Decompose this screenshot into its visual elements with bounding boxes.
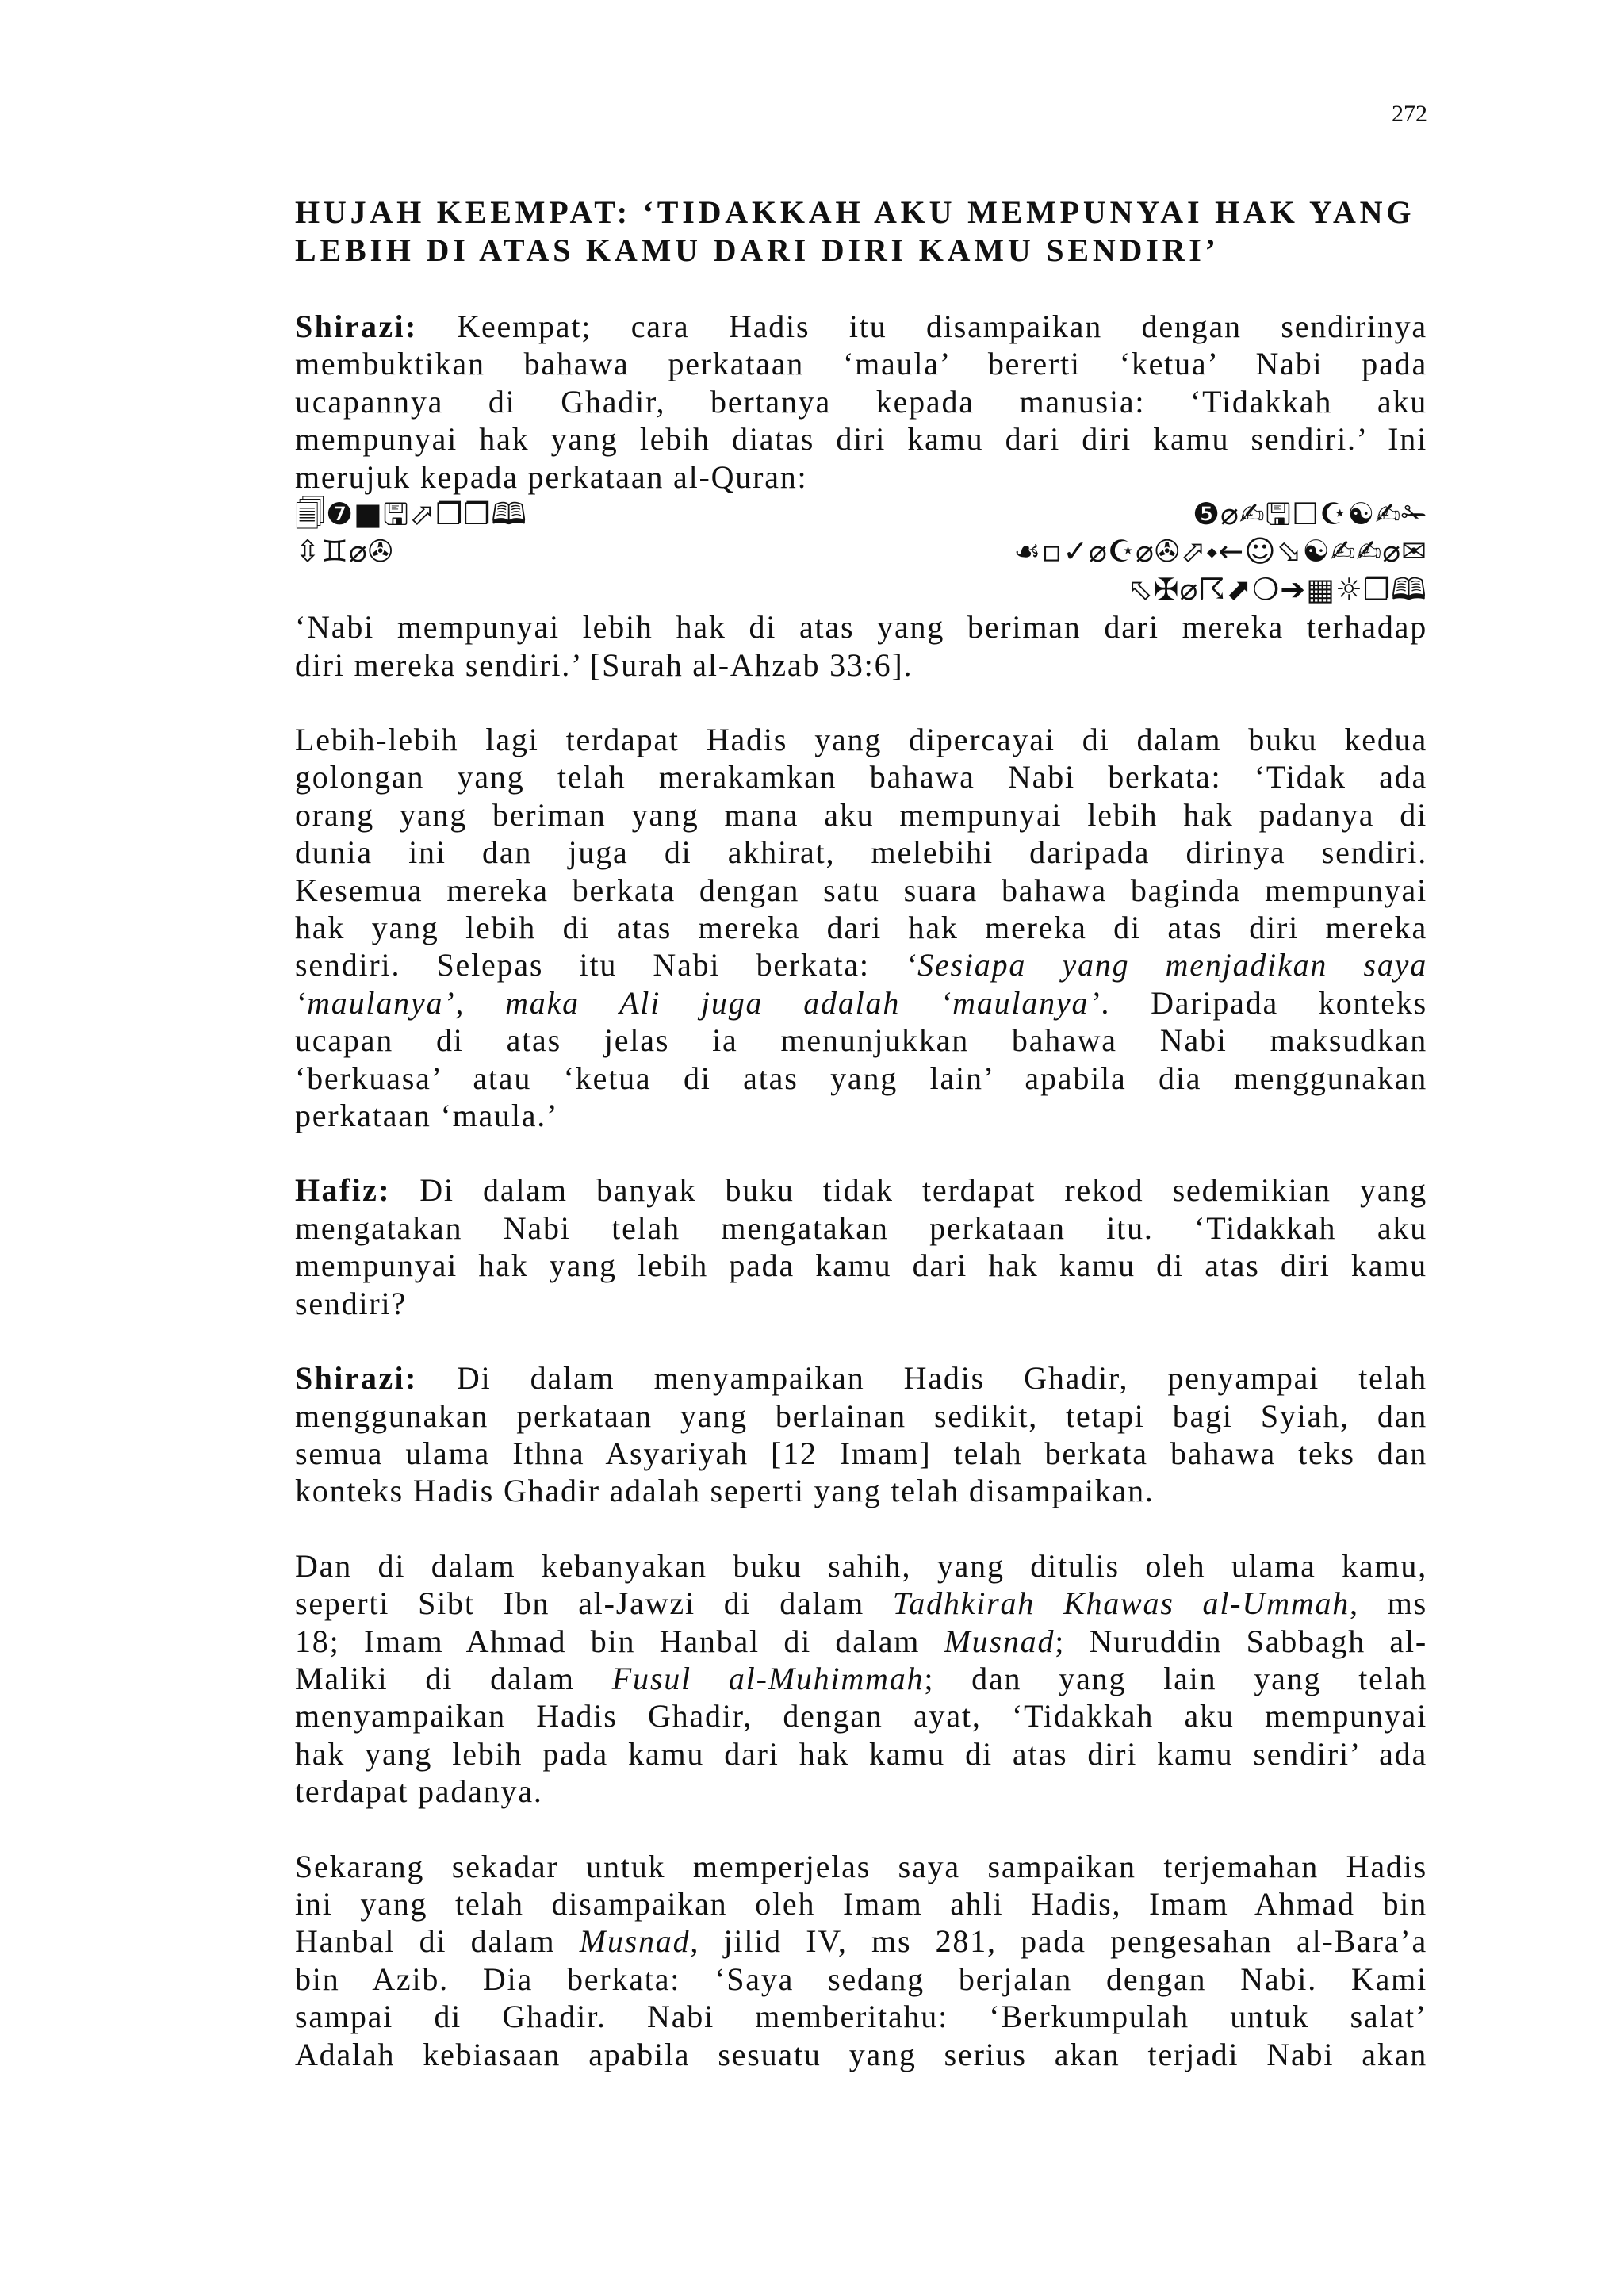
quran-glyphs: ❺⌀✍🖫☐☪☯✍✁ <box>1192 496 1427 532</box>
quran-translation-line: ‘Nabi mempunyai lebih hak di atas yang beriman dari mereka terhadap <box>295 609 1427 646</box>
quran-glyph-line-1 <box>295 496 1427 533</box>
text-line: terdapat padanya. <box>295 1773 543 1810</box>
text-line: menggunakan perkataan yang berlainan sedikit, tetapi bagi Syiah, dan <box>295 1397 1427 1434</box>
speaker-label: Shirazi: <box>295 309 418 344</box>
paragraph-hafiz <box>295 1171 1427 1322</box>
paragraph-musnad <box>295 1848 1427 2073</box>
book-title: Musnad <box>579 1923 691 1960</box>
text-line: mempunyai hak yang lebih pada kamu dari hak kamu di atas diri kamu <box>295 1248 1427 1284</box>
paragraph-sources <box>295 1547 1427 1811</box>
heading-line-1: HUJAH KEEMPAT: ‘TIDAKKAH AKU MEMPUNYAI HAK YANG <box>295 194 1415 230</box>
text-line <box>295 1922 1427 1960</box>
text-line: Sekarang sekadar untuk memperjelas saya sampaikan terjemahan Hadis <box>295 1848 1427 1884</box>
speaker-label: Shirazi: <box>295 1360 418 1397</box>
text-line: semua ulama Ithna Asyariyah [12 Imam] telah berkata bahawa teks dan <box>295 1435 1427 1471</box>
quran-glyphs: 🗐❼■🖫⬀❐❐🕮 <box>295 496 528 532</box>
paragraph-shirazi-2 <box>295 1359 1427 1510</box>
text-line <box>295 1359 1427 1397</box>
text-line: sampai di Ghadir. Nabi memberitahu: ‘Berkumpulah untuk salat’ <box>295 1999 1427 2035</box>
text-line: konteks Hadis Ghadir adalah seperti yang telah disampaikan. <box>295 1473 1155 1509</box>
line-text: Keempat; cara Hadis itu disampaikan dengan sendirinya <box>417 309 1427 344</box>
text-line: dunia ini dan juga di akhirat, melebihi daripada dirinya sendiri. <box>295 834 1427 871</box>
text-line: mempunyai hak yang lebih diatas diri kamu dari diri kamu sendiri.’ Ini <box>295 421 1427 458</box>
text-line: Kesemua mereka berkata dengan satu suara bahawa baginda mempunyai <box>295 872 1427 908</box>
text-line: hak yang lebih pada kamu dari hak kamu di atas diri kamu sendiri’ ada <box>295 1735 1427 1772</box>
line-text: seperti Sibt Ibn al-Jawzi di dalam <box>295 1585 893 1622</box>
paragraph-shirazi-1 <box>295 308 1427 496</box>
text-line <box>295 1171 1427 1209</box>
quran-glyphs: ⇳♊⌀✇ <box>295 534 394 569</box>
page-number: 272 <box>1392 101 1427 127</box>
text-line <box>295 1623 1427 1660</box>
text-line: ini yang telah disampaikan oleh Imam ahli Hadis, Imam Ahmad bin <box>295 1885 1427 1922</box>
line-text: ; Nuruddin Sabbagh al- <box>1055 1623 1427 1659</box>
text-line <box>295 1585 1427 1622</box>
line-text: Maliki di dalam <box>295 1660 612 1696</box>
line-text: . Daripada konteks <box>1101 984 1427 1021</box>
line-text: , jilid IV, ms 281, pada pengesahan al-Bara’a <box>690 1923 1428 1960</box>
section-heading <box>295 194 1427 270</box>
line-text: Hanbal di dalam <box>295 1923 580 1960</box>
text-line: Adalah kebiasaan apabila sesuatu yang serius akan terjadi Nabi akan <box>295 2036 1427 2072</box>
quran-translation-line: diri mereka sendiri.’ [Surah al-Ahzab 33:6]. <box>295 646 914 683</box>
text-line <box>295 946 1427 983</box>
quran-quote <box>295 496 1427 684</box>
heading-line-2: LEBIH DI ATAS KAMU DARI DIRI KAMU SENDIRI’ <box>295 232 1220 268</box>
book-title: Tadhkirah Khawas al-Ummah <box>892 1585 1350 1622</box>
text-line <box>295 308 1427 345</box>
text-line: merujuk kepada perkataan al-Quran: <box>295 458 808 495</box>
quran-glyphs: ☙▫✓⌀☪⌀✇⬀⬩←☺⬂☯✍✍⌀✉ <box>1013 534 1427 569</box>
text-line: Dan di dalam kebanyakan buku sahih, yang ditulis oleh ulama kamu, <box>295 1547 1427 1584</box>
line-text: Di dalam banyak buku tidak terdapat rekod sedemikian yang <box>391 1172 1427 1209</box>
line-text: sendiri. Selepas itu Nabi berkata: <box>295 947 906 983</box>
paragraph-hadith <box>295 721 1427 1134</box>
text-line: sendiri? <box>295 1285 408 1321</box>
text-line: bin Azib. Dia berkata: ‘Saya sedang berjalan dengan Nabi. Kami <box>295 1961 1427 1997</box>
line-text: , ms <box>1350 1585 1427 1622</box>
text-line: golongan yang telah merakamkan bahawa Nabi berkata: ‘Tidak ada <box>295 759 1427 795</box>
text-line: perkataan ‘maula.’ <box>295 1098 559 1134</box>
quote-italic: ‘Sesiapa yang menjadikan saya <box>906 947 1427 983</box>
speaker-label: Hafiz: <box>295 1172 392 1209</box>
line-text: 18; Imam Ahmad bin Hanbal di dalam <box>295 1623 944 1659</box>
line-text: Di dalam menyampaikan Hadis Ghadir, penyampai telah <box>417 1360 1427 1397</box>
quran-glyphs: ⬁✠⌀☈⬈❍➔▦☼❐🕮 <box>1127 571 1427 607</box>
page-body <box>295 194 1427 2073</box>
text-line: ucapan di atas jelas ia menunjukkan bahawa Nabi maksudkan <box>295 1022 1427 1059</box>
text-line: orang yang beriman yang mana aku mempunyai lebih hak padanya di <box>295 796 1427 833</box>
text-line: ‘berkuasa’ atau ‘ketua di atas yang lain’ apabila dia menggunakan <box>295 1060 1427 1096</box>
text-line: menyampaikan Hadis Ghadir, dengan ayat, ‘Tidakkah aku mempunyai <box>295 1698 1427 1734</box>
quote-italic: ‘maulanya’, maka Ali juga adalah ‘maulanya’ <box>295 984 1101 1021</box>
text-line: membuktikan bahawa perkataan ‘maula’ bererti ‘ketua’ Nabi pada <box>295 346 1427 382</box>
book-title: Musnad <box>944 1623 1055 1659</box>
quran-glyph-line-3 <box>295 571 1427 608</box>
text-line: ucapannya di Ghadir, bertanya kepada manusia: ‘Tidakkah aku <box>295 383 1427 420</box>
text-line <box>295 1660 1427 1697</box>
book-title: Fusul al-Muhimmah <box>611 1660 925 1696</box>
quran-glyph-line-2 <box>295 533 1427 570</box>
text-line: mengatakan Nabi telah mengatakan perkataan itu. ‘Tidakkah aku <box>295 1209 1427 1246</box>
text-line: Lebih-lebih lagi terdapat Hadis yang dipercayai di dalam buku kedua <box>295 722 1427 758</box>
text-line: hak yang lebih di atas mereka dari hak mereka di atas diri mereka <box>295 910 1427 946</box>
line-text: ; dan yang lain yang telah <box>924 1660 1428 1696</box>
text-line <box>295 984 1427 1022</box>
